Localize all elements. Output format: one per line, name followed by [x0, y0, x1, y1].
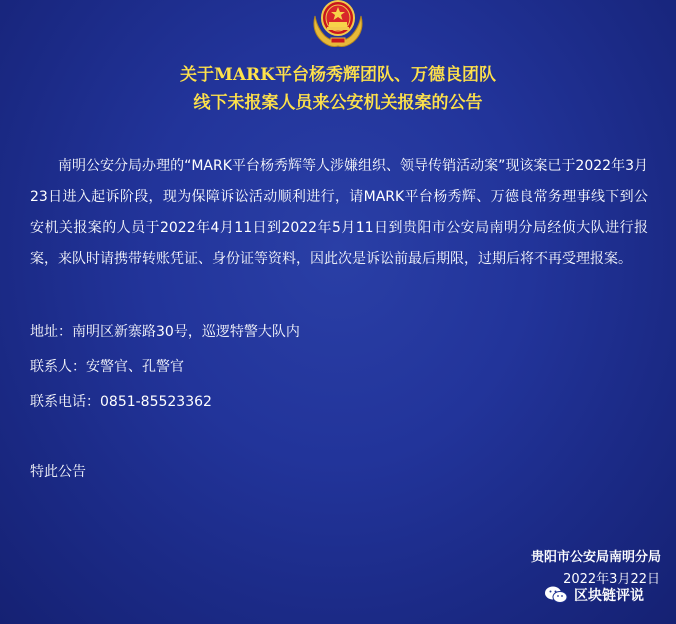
- issue-date: 2022年3月22日: [563, 572, 660, 587]
- notice-title-line-2: 线下未报案人员来公安机关报案的公告: [193, 93, 483, 113]
- contact-person-text: 联系人：安警官、孔警官: [30, 359, 184, 375]
- source-watermark: [544, 584, 644, 606]
- contact-phone-text: 联系电话：0851-85523362: [30, 394, 212, 410]
- police-emblem: [309, 0, 367, 48]
- watermark-text: 区块链评说: [574, 588, 644, 604]
- closing-notice-text: 特此公告: [30, 464, 86, 480]
- police-emblem-icon: [309, 0, 367, 48]
- notice-title-line-1: 关于MARK平台杨秀辉团队、万德良团队: [180, 65, 496, 85]
- notice-body: 南明公安分局办理的“MARK平台杨秀辉等人涉嫌组织、领导传销活动案”现该案已于2022年3月23日进入起诉阶段，现为保障诉讼活动顺利进行，请MARK平台杨秀辉、万德良常务理事线下到公安机关报案的人员于2022年4月11日到2022年5月11日到贵阳市公安局南明分局经侦大队进行报案，来队时请携带转账凭证、身份证等资料，因此次是诉讼前最后期限，过期后将不再受理报案。: [30, 158, 648, 267]
- issuing-organization: 贵阳市公安局南明分局: [530, 550, 661, 565]
- address-text: 地址：南明区新寨路30号，巡逻特警大队内: [30, 324, 300, 340]
- wechat-icon: [544, 585, 568, 605]
